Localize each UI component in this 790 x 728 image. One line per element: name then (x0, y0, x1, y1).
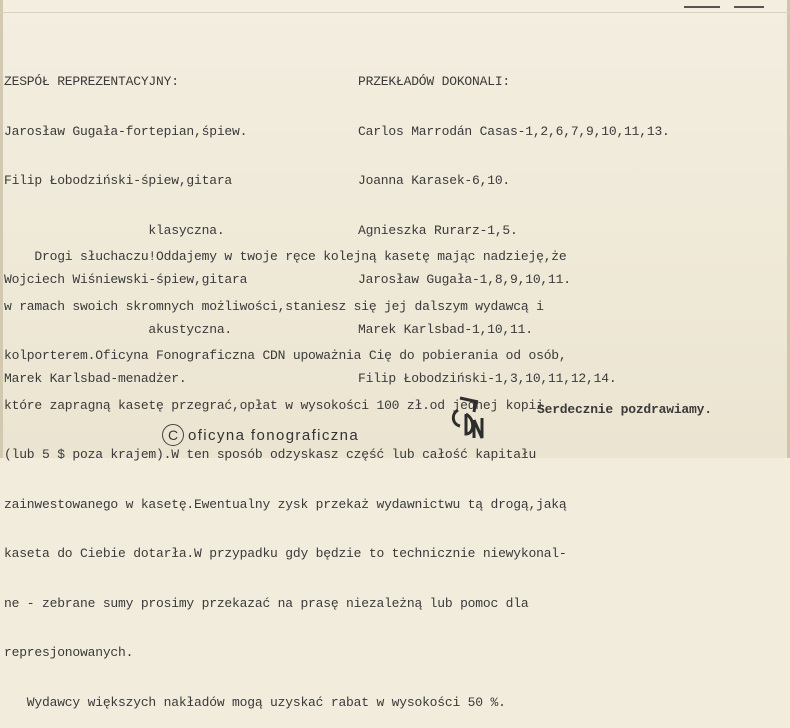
print-mark (734, 6, 764, 8)
message-line: w ramach swoich skromnych możliwości,staniesz się jej dalszym wydawcą i (4, 298, 544, 314)
credit-line: Jarosław Gugała-fortepian,śpiew. (4, 123, 248, 139)
credit-line: Filip Łobodziński-śpiew,gitara (4, 173, 233, 188)
credit-line: Marek Karlsbad-menadżer. (4, 371, 187, 386)
message-line: (lub 5 $ poza krajem).W ten sposób odzyskasz część lub całość kapitału (4, 447, 537, 462)
fold-line (0, 12, 790, 13)
translator-line: Joanna Karasek-6,10. (358, 173, 511, 188)
credit-line: klasyczna. (4, 222, 225, 238)
message-line: kaseta do Ciebie dotarła.W przypadku gdy będzie to technicznie niewykonal- (4, 546, 567, 561)
publisher-footer (162, 424, 359, 446)
message-line: ne - zebrane sumy prosimy przekazać na prasę niezależną lub pomoc dla (4, 595, 529, 611)
translation-heading: PRZEKŁADÓW DOKONALI: (358, 74, 511, 89)
translator-line: Jarosław Gugała-1,8,9,10,11. (358, 272, 571, 287)
translator-line: Agnieszka Rurarz-1,5. (358, 222, 518, 238)
publisher-name: oficyna fonograficzna (188, 426, 360, 444)
band-heading: ZESPÓŁ REPREZENTACYJNY: (4, 74, 179, 89)
translator-line: Filip Łobodziński-1,3,10,11,12,14. (358, 371, 617, 386)
print-mark (684, 6, 720, 8)
message-line: Drogi słuchaczu!Oddajemy w twoje ręce kolejną kasetę mając nadzieję,że (4, 249, 567, 264)
message-line: które zapragną kasetę przegrać,opłat w wysokości 100 zł.od jednej kopii (4, 397, 544, 413)
message-line: represjonowanych. (4, 645, 134, 660)
copyright-icon: C (162, 424, 184, 446)
translator-line: Marek Karlsbad-1,10,11. (358, 321, 533, 337)
credit-line: akustyczna. (4, 321, 233, 337)
translator-line: Carlos Marrodán Casas-1,2,6,7,9,10,11,13. (358, 123, 670, 139)
paper-left-edge (0, 0, 3, 458)
cdn-logo-icon (448, 394, 490, 444)
message-line: Wydawcy większych nakładów mogą uzyskać rabat w wysokości 50 %. (4, 694, 506, 710)
listener-message (4, 216, 784, 728)
message-line: zainwestowanego w kasetę.Ewentualny zysk przekaż wydawnictwu tą drogą,jaką (4, 496, 567, 512)
message-line: kolporterem.Oficyna Fonograficzna CDN upoważnia Cię do pobierania od osób, (4, 348, 567, 363)
credit-line: Wojciech Wiśniewski-śpiew,gitara (4, 272, 248, 287)
closing-greeting: Serdecznie pozdrawiamy. (537, 402, 712, 417)
